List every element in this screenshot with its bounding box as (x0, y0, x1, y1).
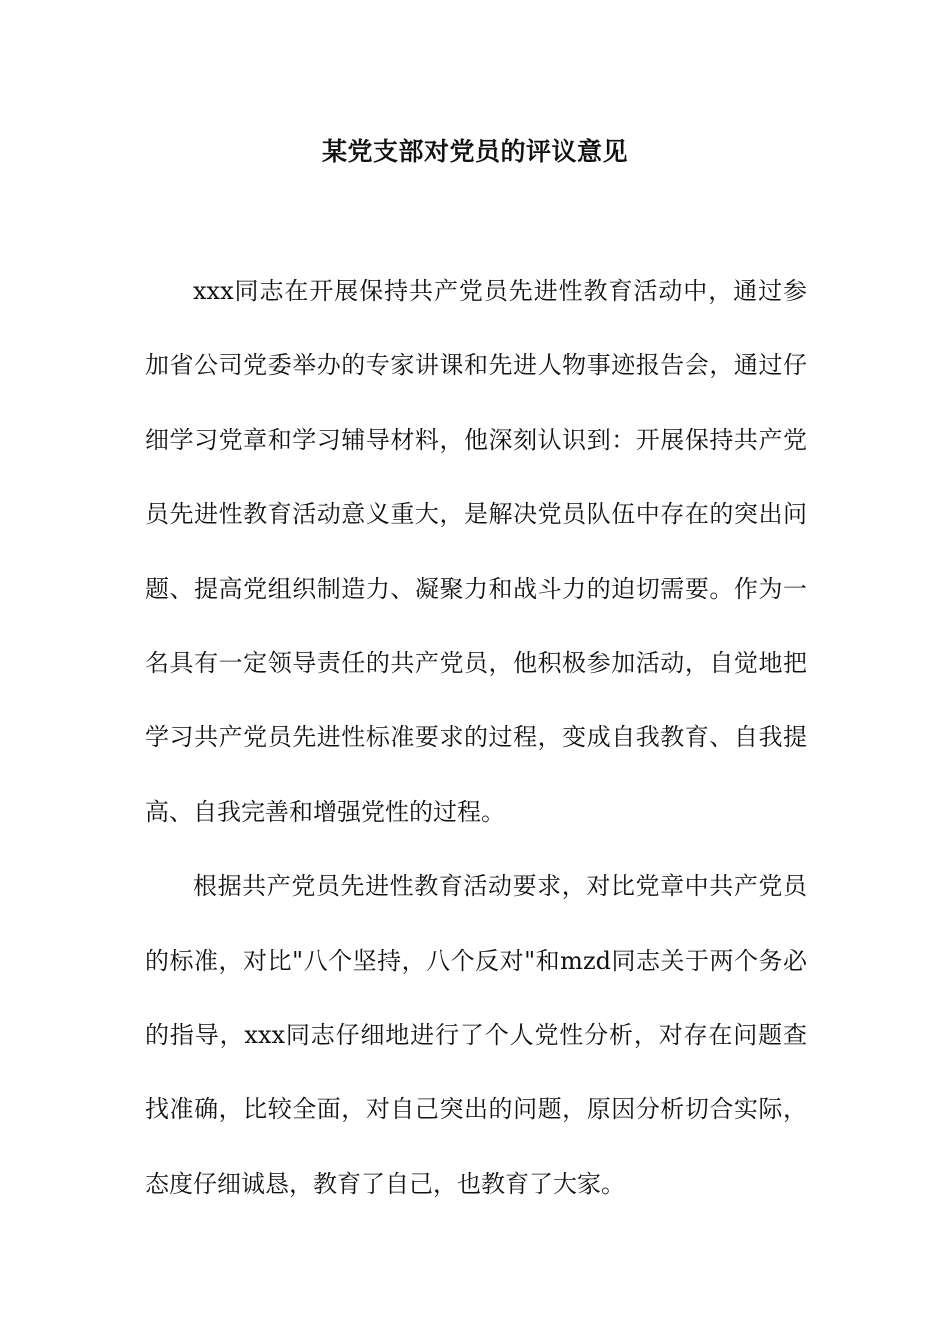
document-title: 某党支部对党员的评议意见 (321, 137, 628, 166)
paragraph-2: 根据共产党员先进性教育活动要求，对比党章中共产党员的标准，对比"八个坚持，八个反对"和mzd同志关于两个务必的指导，xxx同志仔细地进行了个人党性分析，对存在问题查找准确，比较全面，对自己突出的问题，原因分析切合实际，态度仔细诚恳，教育了自己，也教育了大家。 (145, 872, 807, 1198)
document-body (145, 254, 807, 1221)
paragraph-1: xxx同志在开展保持共产党员先进性教育活动中，通过参加省公司党委举办的专家讲课和先进人物事迹报告会，通过仔细学习党章和学习辅导材料，他深刻认识到：开展保持共产党员先进性教育活动意义重大，是解决党员队伍中存在的突出问题、提高党组织制造力、凝聚力和战斗力的迫切需要。作为一名具有一定领导责任的共产党员，他积极参加活动，自觉地把学习共产党员先进性标准要求的过程，变成自我教育、自我提高、自我完善和增强党性的过程。 (145, 277, 807, 826)
